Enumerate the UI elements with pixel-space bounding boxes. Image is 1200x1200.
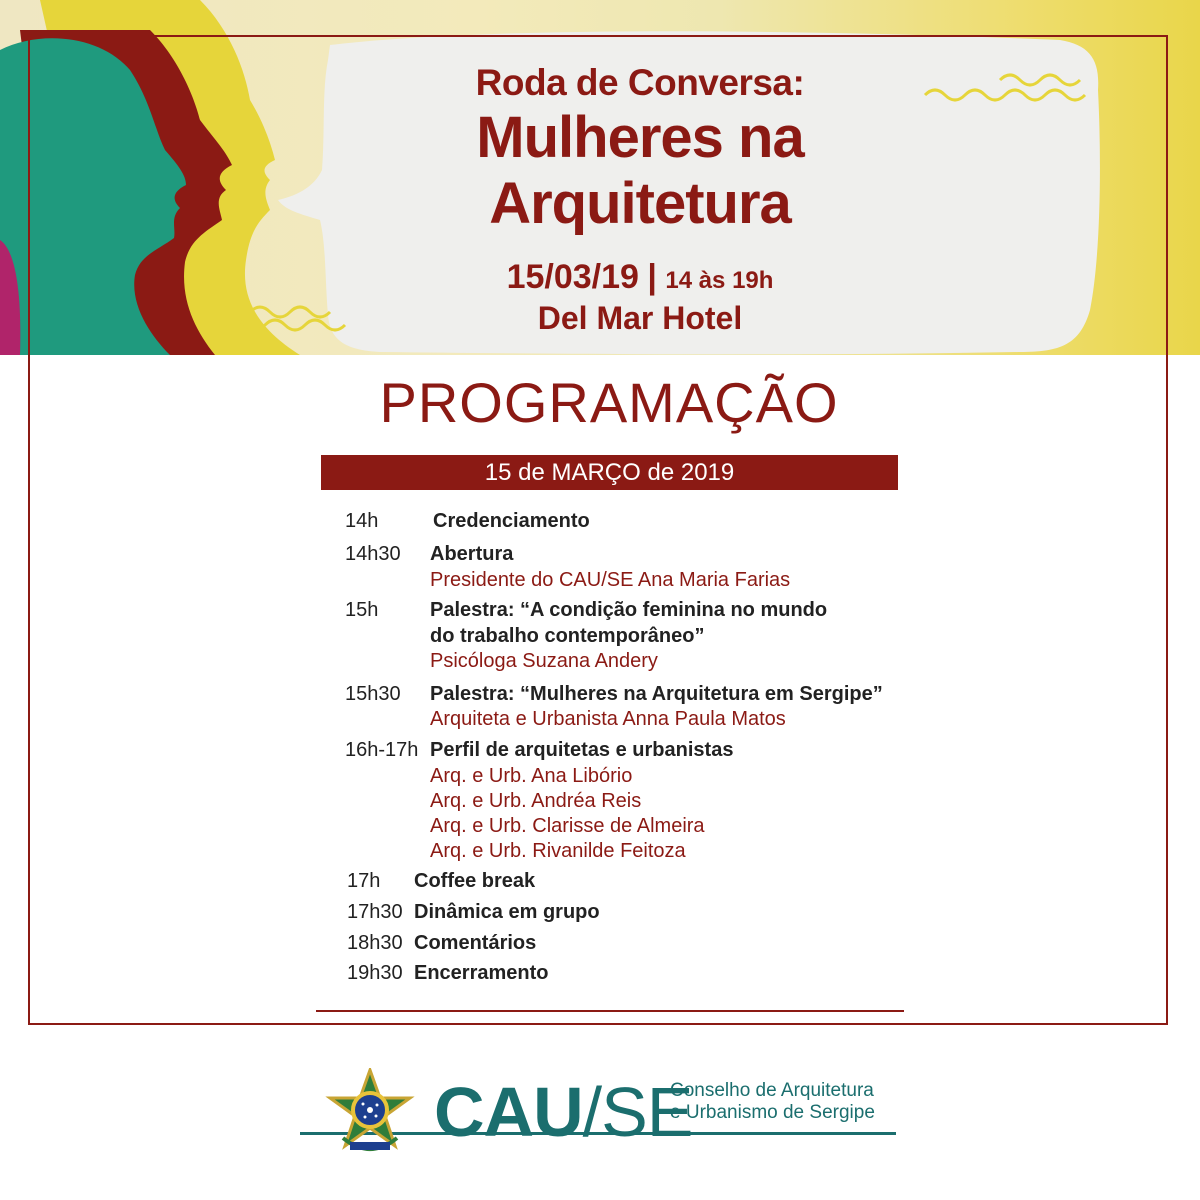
logo-se: /SE	[582, 1073, 693, 1151]
panelist	[430, 815, 705, 838]
schedule-title: Encerramento	[414, 962, 549, 984]
footer	[0, 1050, 1200, 1200]
title-line-1: Roda de Conversa:	[475, 62, 805, 103]
schedule-title: Abertura	[430, 543, 514, 565]
schedule-title-continued: do trabalho contemporâneo”	[430, 625, 705, 647]
event-title	[340, 62, 940, 236]
schedule-title: Palestra: “A condição feminina no mundo	[430, 599, 828, 621]
speaker-role: Presidente do CAU/SE	[430, 569, 634, 591]
speaker-role: Arquiteta e Urbanista	[430, 708, 618, 730]
speaker-role: Arq. e Urb.	[430, 765, 527, 787]
schedule-time: 17h30	[347, 901, 403, 923]
schedule-time: 14h30	[345, 543, 401, 565]
schedule-title: Dinâmica em grupo	[414, 901, 600, 923]
schedule-time: 15h	[345, 599, 379, 621]
brazil-coat-of-arms-icon	[325, 1068, 415, 1158]
event-date-time	[340, 258, 940, 297]
schedule-time: 15h30	[345, 683, 401, 705]
event-date: 15/03/19	[506, 258, 639, 296]
date-separator: |	[647, 258, 657, 296]
speaker-name: Rivanilde Feitoza	[532, 840, 686, 862]
schedule-time: 18h30	[347, 932, 403, 954]
squiggle-left-2	[250, 307, 330, 317]
schedule-title: Comentários	[414, 932, 537, 954]
speaker-line	[430, 708, 786, 731]
logo-cau: CAU	[434, 1073, 583, 1151]
schedule-time: 19h30	[347, 962, 403, 984]
title-line-3: Arquitetura	[489, 171, 791, 236]
speaker-role: Arq. e Urb.	[430, 815, 527, 837]
schedule-title: Perfil de arquitetas e urbanistas	[430, 739, 734, 761]
org-name-line-1: Conselho de Arquitetura	[670, 1080, 874, 1101]
program-date-bar: 15 de MARÇO de 2019	[321, 455, 898, 490]
schedule-divider	[316, 1010, 904, 1012]
schedule-title: Credenciamento	[433, 510, 590, 532]
schedule-time: 16h-17h	[345, 739, 419, 761]
speaker-line	[430, 650, 658, 673]
speaker-name: Andréa Reis	[531, 790, 642, 812]
speaker-name: Ana Libório	[531, 765, 633, 787]
speaker-line	[430, 569, 790, 592]
speaker-role: Arq. e Urb.	[430, 840, 527, 862]
schedule-time: 14h	[345, 510, 379, 532]
header-banner	[0, 0, 1200, 355]
org-name-line-2: e Urbanismo de Sergipe	[670, 1102, 875, 1123]
cau-logo-text	[434, 1072, 692, 1152]
speaker-role: Arq. e Urb.	[430, 790, 527, 812]
schedule-title: Coffee break	[414, 870, 536, 892]
program-heading: PROGRAMAÇÃO	[379, 371, 839, 434]
panelist	[430, 840, 686, 863]
schedule-title: Palestra: “Mulheres na Arquitetura em Sergipe”	[430, 683, 883, 705]
event-venue: Del Mar Hotel	[537, 300, 743, 336]
speaker-name: Suzana Andery	[522, 650, 658, 672]
speaker-name: Clarisse de Almeira	[532, 815, 705, 837]
event-time: 14 às 19h	[665, 267, 774, 294]
speaker-name: Anna Paula Matos	[622, 708, 786, 730]
speaker-role: Psicóloga	[430, 650, 517, 672]
title-line-2: Mulheres na	[476, 105, 804, 170]
org-name	[670, 1080, 875, 1124]
panelist	[430, 790, 641, 813]
speaker-name: Ana Maria Farias	[637, 569, 791, 591]
panelist	[430, 765, 632, 788]
schedule-time: 17h	[347, 870, 381, 892]
